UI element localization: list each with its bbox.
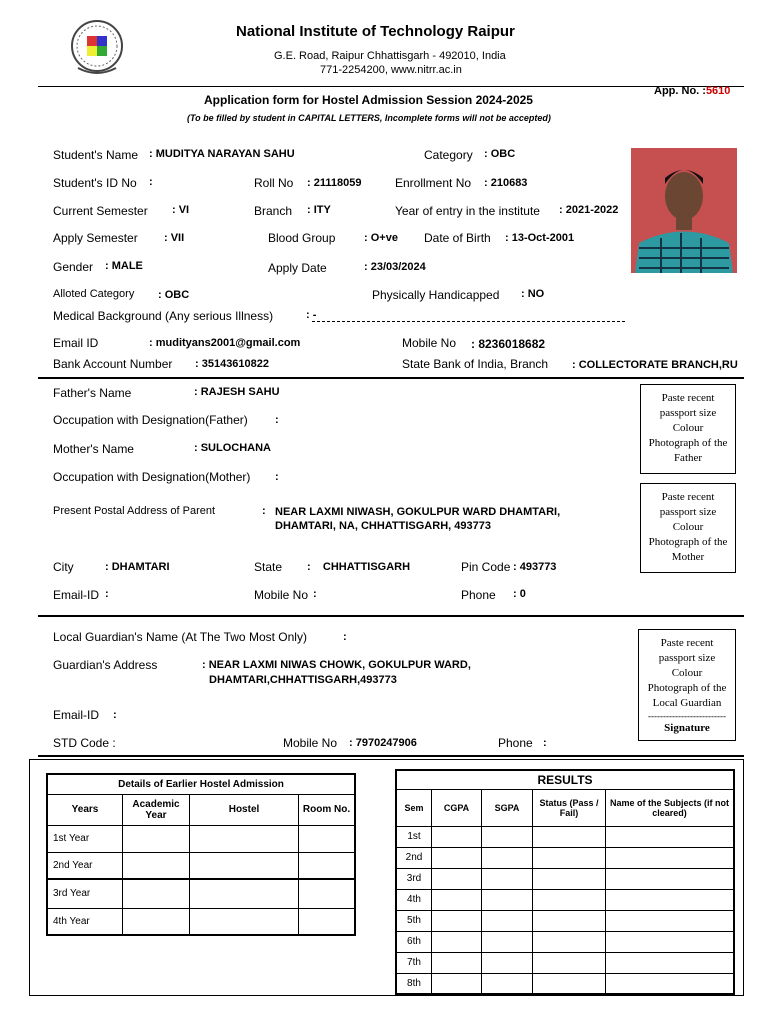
results-title: RESULTS xyxy=(396,770,734,789)
bank-account-value: : 35143610822 xyxy=(195,358,270,370)
alloted-category-value: : OBC xyxy=(158,289,190,301)
table-row: 1st xyxy=(396,826,432,847)
guardian-address-line2: DHAMTARI,CHHATTISGARH,493773 xyxy=(209,674,397,686)
branch-value: : ITY xyxy=(307,204,331,216)
pin-code-label: Pin Code xyxy=(461,560,511,574)
signature-label: Signature xyxy=(664,722,710,734)
table-row: 3rd Year xyxy=(47,879,123,908)
bank-branch-label: State Bank of India, Branch xyxy=(402,357,549,371)
father-photo-box xyxy=(640,384,736,474)
guardian-name-value: : xyxy=(343,631,347,643)
parent-phone-label: Phone xyxy=(461,588,496,602)
app-no-label: App. No. : xyxy=(654,85,706,97)
parent-address-line2: DHAMTARI, NA, CHHATTISGARH, 493773 xyxy=(275,520,491,532)
bank-account-label: Bank Account Number xyxy=(53,357,173,371)
app-no xyxy=(654,85,730,97)
city-label: City xyxy=(53,560,74,574)
parent-phone-value: : 0 xyxy=(513,588,526,600)
entry-year-value: : 2021-2022 xyxy=(559,204,619,216)
branch-label: Branch xyxy=(254,204,293,218)
mother-photo-box xyxy=(640,483,736,573)
hostel-table-title: Details of Earlier Hostel Admission xyxy=(47,774,355,794)
parent-mobile-label: Mobile No xyxy=(254,588,309,602)
table-row: 3rd xyxy=(396,868,432,889)
mobile-label: Mobile No xyxy=(402,336,457,350)
col-sgpa: SGPA xyxy=(482,789,533,826)
student-photo xyxy=(631,148,737,273)
guardian-photo-line: Photograph of the xyxy=(647,682,727,694)
institute-contact: 771-2254200, www.nitrr.ac.in xyxy=(320,64,462,76)
guardian-mobile-label: Mobile No xyxy=(283,736,338,750)
guardian-address-label: Guardian's Address xyxy=(53,658,158,672)
guardian-photo-line: Paste recent xyxy=(660,637,714,649)
apply-semester-value: : VII xyxy=(164,232,185,244)
student-id-value: : xyxy=(149,176,153,188)
table-row: 4th xyxy=(396,889,432,910)
institute-address: G.E. Road, Raipur Chhattisgarh - 492010, India xyxy=(274,50,506,62)
email-label: Email ID xyxy=(53,336,99,350)
guardian-phone-value: : xyxy=(543,737,547,749)
father-photo-line: Father xyxy=(673,452,703,464)
mother-photo-line: passport size xyxy=(659,506,717,518)
mother-occupation-label: Occupation with Designation(Mother) xyxy=(53,470,251,484)
pin-code-value: : 493773 xyxy=(513,561,557,573)
section-rule-1 xyxy=(38,377,744,379)
col-years: Years xyxy=(47,794,123,825)
section-rule-3 xyxy=(38,755,744,757)
app-no-value: 5610 xyxy=(705,85,731,97)
parent-address-line1: NEAR LAXMI NIWASH, GOKULPUR WARD DHAMTARI, xyxy=(275,506,561,518)
col-subjects: Name of the Subjects (if not cleared) xyxy=(606,789,735,826)
father-name-label: Father's Name xyxy=(53,386,132,400)
student-name-value: : MUDITYA NARAYAN SAHU xyxy=(149,148,295,160)
roll-no-label: Roll No xyxy=(254,176,294,190)
col-status: Status (Pass / Fail) xyxy=(533,789,606,826)
table-row: 6th xyxy=(396,931,432,952)
parent-address-colon: : xyxy=(262,505,266,517)
bank-branch-value: : COLLECTORATE BRANCH,RU xyxy=(572,359,738,371)
category-label: Category xyxy=(424,148,473,162)
guardian-name-label: Local Guardian's Name (At The Two Most Only) xyxy=(53,630,307,644)
dob-value: : 13-Oct-2001 xyxy=(505,232,575,244)
mother-photo-line: Mother xyxy=(671,551,705,563)
hostel-admission-table xyxy=(46,773,356,936)
guardian-phone-label: Phone xyxy=(498,736,533,750)
table-row: 2nd xyxy=(396,847,432,868)
father-photo-line: Colour xyxy=(672,422,704,434)
mother-photo-line: Colour xyxy=(672,521,704,533)
col-room-no: Room No. xyxy=(299,794,356,825)
state-label: State xyxy=(254,560,283,574)
signature-dashes: -------------------------- xyxy=(648,711,726,721)
email-value: : mudityans2001@gmail.com xyxy=(149,337,301,349)
parent-email-value: : xyxy=(105,588,109,600)
apply-date-label: Apply Date xyxy=(268,261,327,275)
alloted-category-label: Alloted Category xyxy=(53,288,135,300)
section-rule-2 xyxy=(38,615,744,617)
guardian-photo-line: Local Guardian xyxy=(652,697,722,709)
father-photo-line: Photograph of the xyxy=(648,437,728,449)
guardian-mobile-value: : 7970247906 xyxy=(349,737,417,749)
mother-photo-line: Photograph of the xyxy=(648,536,728,548)
roll-no-value: : 21118059 xyxy=(307,177,362,189)
form-note: (To be filled by student in CAPITAL LETTERS, Incomplete forms will not be accepted) xyxy=(187,113,551,123)
form-title: Application form for Hostel Admission Session 2024-2025 xyxy=(204,93,533,107)
student-name-label: Student's Name xyxy=(53,148,139,162)
table-row: 8th xyxy=(396,973,432,994)
enrollment-value: : 210683 xyxy=(484,177,528,189)
table-row: 7th xyxy=(396,952,432,973)
parent-email-label: Email-ID xyxy=(53,588,100,602)
col-academic-year: Academic Year xyxy=(123,794,190,825)
guardian-email-value: : xyxy=(113,709,117,721)
table-row: 1st Year xyxy=(47,825,123,852)
mother-photo-line: Paste recent xyxy=(661,491,715,503)
guardian-photo-box xyxy=(638,629,736,741)
mother-occupation-value: : xyxy=(275,471,279,483)
std-code-label: STD Code : xyxy=(53,736,116,750)
institute-logo xyxy=(70,16,124,78)
physically-handicapped-label: Physically Handicapped xyxy=(372,288,500,302)
apply-date-value: : 23/03/2024 xyxy=(364,261,426,273)
table-row: 4th Year xyxy=(47,908,123,935)
student-id-label: Student's ID No xyxy=(53,176,137,190)
current-semester-value: : VI xyxy=(172,204,190,216)
col-hostel: Hostel xyxy=(190,794,299,825)
mother-name-value: : SULOCHANA xyxy=(194,442,271,454)
dob-label: Date of Birth xyxy=(424,231,491,245)
category-value: : OBC xyxy=(484,148,516,160)
guardian-address-line1: : NEAR LAXMI NIWAS CHOWK, GOKULPUR WARD, xyxy=(202,659,471,671)
medical-label: Medical Background (Any serious Illness) xyxy=(53,309,274,323)
gender-label: Gender xyxy=(53,260,94,274)
father-name-value: : RAJESH SAHU xyxy=(194,386,280,398)
blood-group-label: Blood Group xyxy=(268,231,336,245)
parent-address-label: Present Postal Address of Parent xyxy=(53,505,216,517)
mobile-value: : 8236018682 xyxy=(471,337,546,351)
apply-semester-label: Apply Semester xyxy=(53,231,138,245)
father-photo-line: passport size xyxy=(659,407,717,419)
table-row: 5th xyxy=(396,910,432,931)
medical-value: : - xyxy=(306,309,317,321)
parent-mobile-value: : xyxy=(313,588,317,600)
guardian-photo-line: passport size xyxy=(658,652,716,664)
medical-dotted-line xyxy=(312,321,625,322)
entry-year-label: Year of entry in the institute xyxy=(395,204,540,218)
gender-value: : MALE xyxy=(105,260,143,272)
current-semester-label: Current Semester xyxy=(53,204,148,218)
mother-name-label: Mother's Name xyxy=(53,442,134,456)
guardian-photo-line: Colour xyxy=(671,667,703,679)
city-value: : DHAMTARI xyxy=(105,561,170,573)
guardian-email-label: Email-ID xyxy=(53,708,100,722)
col-sem: Sem xyxy=(396,789,432,826)
state-value: : CHHATTISGARH xyxy=(307,561,411,573)
results-table xyxy=(395,769,735,995)
table-row: 2nd Year xyxy=(47,852,123,879)
father-photo-line: Paste recent xyxy=(661,392,715,404)
physically-handicapped-value: : NO xyxy=(521,288,545,300)
enrollment-label: Enrollment No xyxy=(395,176,472,190)
father-occupation-label: Occupation with Designation(Father) xyxy=(53,413,248,427)
institute-name: National Institute of Technology Raipur xyxy=(236,23,515,40)
father-occupation-value: : xyxy=(275,414,279,426)
blood-group-value: : O+ve xyxy=(364,232,398,244)
col-cgpa: CGPA xyxy=(432,789,482,826)
header-rule xyxy=(38,86,744,87)
